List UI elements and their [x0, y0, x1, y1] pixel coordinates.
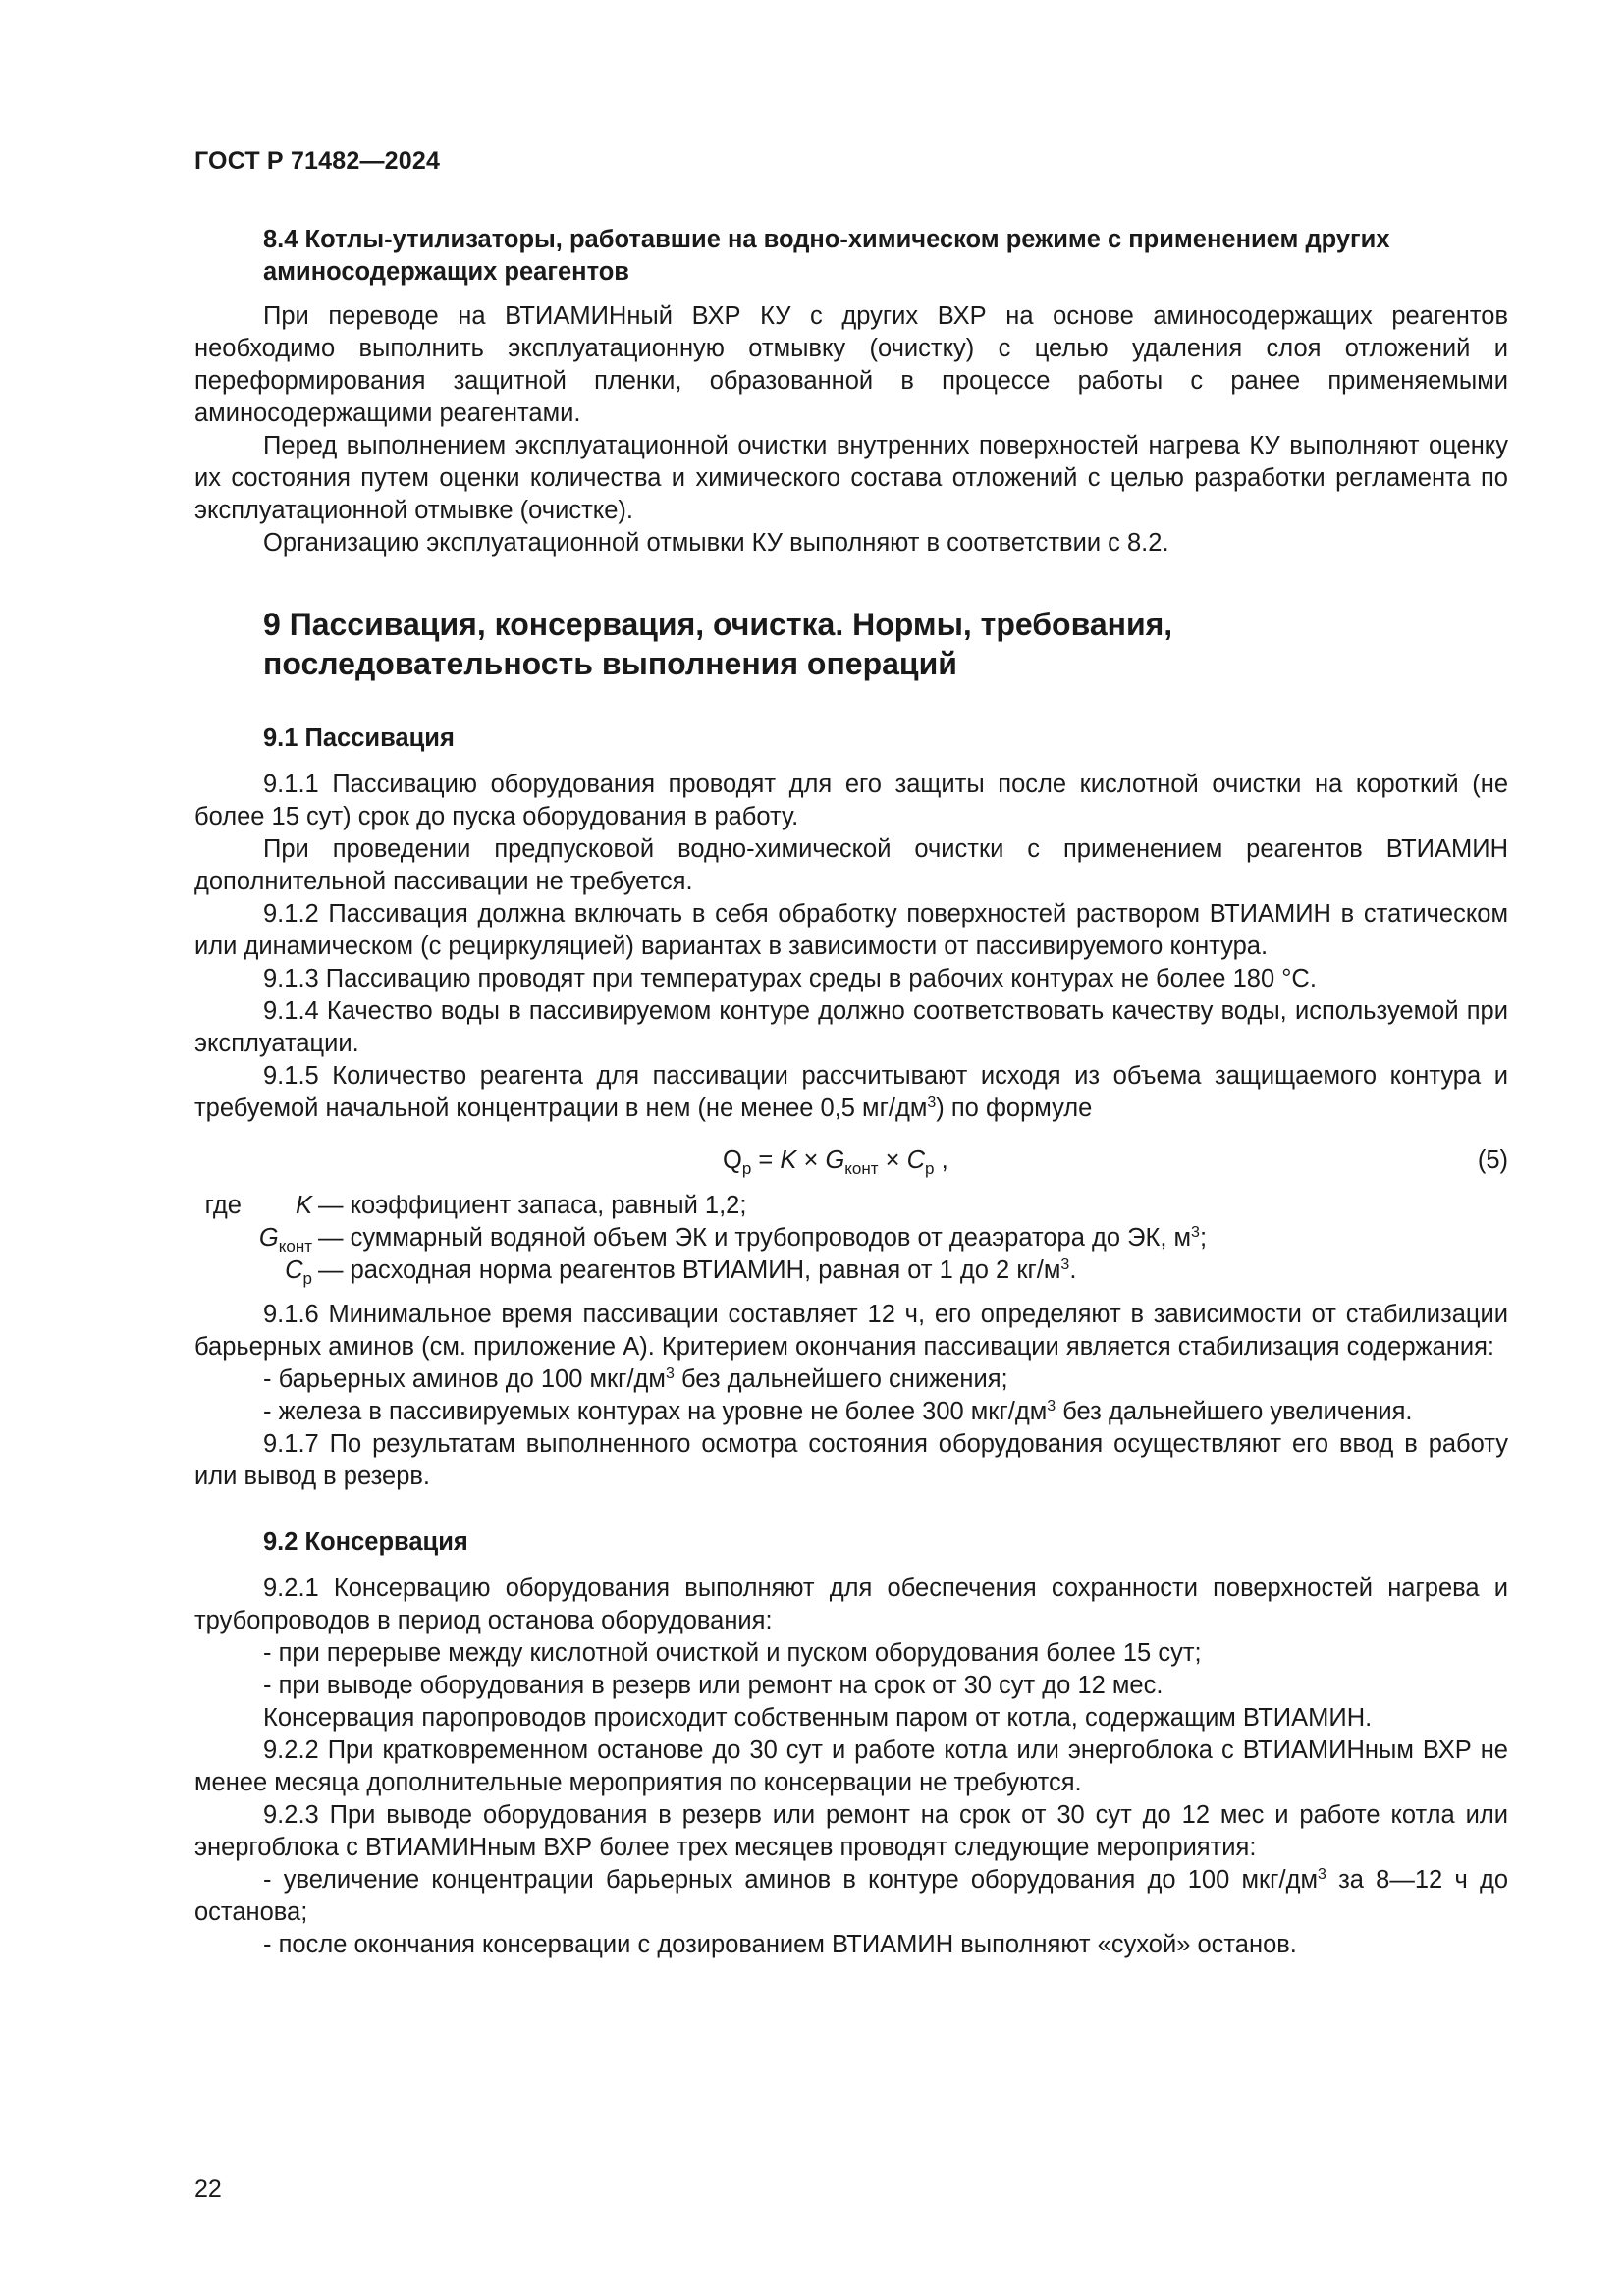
formula-legend	[194, 1190, 1508, 1287]
paragraph: При проведении предпусковой водно-химической очистки с применением реагентов ВТИАМИН дополнительной пассивации не требуется.	[194, 835, 1508, 895]
page-content	[194, 224, 1508, 1961]
legend-definition	[312, 1255, 1508, 1287]
paragraph: Организацию эксплуатационной отмывки КУ выполняют в соответствии с 8.2.	[263, 529, 1169, 557]
section-8-4-title-line2: аминосодержащих реагентов	[263, 258, 629, 286]
legend-symbol	[194, 1190, 312, 1222]
legend-c-sub: p	[302, 1269, 312, 1288]
section-8-4-title	[194, 224, 1508, 289]
legend-g: G	[258, 1224, 279, 1252]
paragraph: 9.1.7 По результатам выполненного осмотра состояния оборудования осуществляют его ввод в работу или вывод в резерв.	[194, 1430, 1508, 1490]
list-text: - барьерных аминов до 100 мкг/дм	[263, 1365, 666, 1393]
legend-text: ;	[1199, 1224, 1208, 1252]
section-9-title-line1: 9 Пассивация, консервация, очистка. Нормы, требования,	[263, 607, 1173, 642]
formula-k: K	[780, 1147, 797, 1174]
superscript: 3	[1191, 1224, 1200, 1241]
list-item	[194, 1363, 1508, 1396]
legend-text: .	[1069, 1256, 1077, 1284]
legend-c: C	[285, 1256, 303, 1284]
legend-symbol	[194, 1255, 312, 1287]
section-9-title	[194, 605, 1508, 683]
superscript: 3	[1060, 1256, 1070, 1273]
legend-text: — расходная норма реагентов ВТИАМИН, равная от 1 до 2 кг/м	[318, 1256, 1061, 1284]
list-text: без дальнейшего увеличения.	[1056, 1398, 1413, 1425]
superscript: 3	[665, 1365, 675, 1382]
paragraph: 9.1.3 Пассивацию проводят при температурах среды в рабочих контурах не более 180 °С.	[263, 965, 1317, 992]
paragraph: 9.1.6 Минимальное время пассивации составляет 12 ч, его определяют в зависимости от стабилизации барьерных аминов (см. приложение А). Критерием окончания пассивации является стабилизация содержания:	[194, 1301, 1508, 1361]
section-8-4-title-line1: 8.4 Котлы-утилизаторы, работавшие на водно-химическом режиме с применением других	[263, 226, 1390, 253]
paragraph-text: ) по формуле	[936, 1095, 1093, 1122]
legend-k: K	[295, 1192, 312, 1219]
list-item: - при перерыве между кислотной очисткой и пуском оборудования более 15 сут;	[263, 1639, 1202, 1667]
list-text: - увеличение концентрации барьерных аминов в контуре оборудования до 100 мкг/дм	[263, 1866, 1318, 1894]
legend-lead: где	[204, 1192, 242, 1219]
paragraph	[194, 1060, 1508, 1125]
paragraph: Перед выполнением эксплуатационной очистки внутренних поверхностей нагрева КУ выполняют оценку их состояния путем оценки количества и химического состава отложений с целью разработки регламента по эксплуатационной отмывке (очистке).	[194, 432, 1508, 524]
standard-header: ГОСТ Р 71482—2024	[194, 147, 441, 175]
legend-row-k	[194, 1190, 1508, 1222]
formula-times: ×	[878, 1147, 907, 1174]
paragraph: 9.1.2 Пассивация должна включать в себя обработку поверхностей раствором ВТИАМИН в статическом или динамическом (с рециркуляцией) вариантах в зависимости от пассивируемого контура.	[194, 900, 1508, 960]
list-text: без дальнейшего снижения;	[674, 1365, 1008, 1393]
formula-5	[194, 1137, 1508, 1180]
paragraph: 9.1.4 Качество воды в пассивируемом контуре должно соответствовать качеству воды, используемой при эксплуатации.	[194, 997, 1508, 1057]
formula-times: ×	[796, 1147, 826, 1174]
formula-q-sub: p	[741, 1159, 752, 1178]
formula-g-sub: конт	[844, 1159, 879, 1178]
legend-row-c	[194, 1255, 1508, 1287]
paragraph-text: 9.1.5 Количество реагента для пассивации рассчитывают исходя из объема защищаемого контура и требуемой начальной концентрации в нем (не менее 0,5 мг/дм	[194, 1062, 1508, 1122]
paragraph: Консервация паропроводов происходит собственным паром от котла, содержащим ВТИАМИН.	[263, 1704, 1373, 1732]
superscript: 3	[927, 1095, 937, 1111]
list-item	[194, 1396, 1508, 1428]
formula-c-sub: p	[925, 1159, 935, 1178]
legend-row-g	[194, 1222, 1508, 1255]
section-9-2-title: 9.2 Консервация	[263, 1528, 468, 1556]
formula-tail: ,	[934, 1147, 948, 1174]
formula-eq: =	[751, 1147, 781, 1174]
formula-g: G	[825, 1147, 845, 1174]
section-9-title-line2: последовательность выполнения операций	[263, 646, 957, 681]
list-text: - железа в пассивируемых контурах на уровне не более 300 мкг/дм	[263, 1398, 1048, 1425]
section-9-1-title: 9.1 Пассивация	[263, 724, 455, 752]
formula-q: Q	[723, 1147, 742, 1174]
superscript: 3	[1047, 1398, 1056, 1415]
list-text: за 8—12 ч до останова;	[194, 1866, 1508, 1926]
legend-g-sub: конт	[278, 1237, 312, 1255]
paragraph: 9.1.1 Пассивацию оборудования проводят для его защиты после кислотной очистки на короткий (не более 15 сут) срок до пуска оборудования в работу.	[194, 771, 1508, 830]
legend-definition: — коэффициент запаса, равный 1,2;	[318, 1192, 747, 1219]
superscript: 3	[1317, 1866, 1326, 1883]
formula-expression	[723, 1145, 948, 1177]
paragraph: При переводе на ВТИАМИНный ВХР КУ с других ВХР на основе аминосодержащих реагентов необходимо выполнить эксплуатационную отмывку (очистку) с целью удаления слоя отложений и переформирования защитной пленки, образованной в процессе работы с ранее применяемыми аминосодержащими реагентами.	[194, 302, 1508, 427]
formula-number: (5)	[1477, 1147, 1508, 1174]
list-item: - при выводе оборудования в резерв или ремонт на срок от 30 сут до 12 мес.	[263, 1672, 1164, 1699]
formula-c: C	[906, 1147, 926, 1174]
paragraph: 9.2.1 Консервацию оборудования выполняют для обеспечения сохранности поверхностей нагрева и трубопроводов в период останова оборудования:	[194, 1575, 1508, 1634]
legend-symbol	[194, 1222, 312, 1255]
page-number: 22	[194, 2175, 222, 2203]
list-item	[194, 1864, 1508, 1929]
list-item: - после окончания консервации с дозированием ВТИАМИН выполняют «сухой» останов.	[263, 1931, 1297, 1958]
legend-text: — суммарный водяной объем ЭК и трубопроводов от деаэратора до ЭК, м	[318, 1224, 1192, 1252]
legend-definition	[312, 1222, 1508, 1255]
paragraph: 9.2.2 При кратковременном останове до 30 сут и работе котла или энергоблока с ВТИАМИНным ВХР не менее месяца дополнительные мероприятия по консервации не требуются.	[194, 1736, 1508, 1796]
paragraph: 9.2.3 При выводе оборудования в резерв или ремонт на срок от 30 сут до 12 мес и работе котла или энергоблока с ВТИАМИНным ВХР более трех месяцев проводят следующие мероприятия:	[194, 1801, 1508, 1861]
